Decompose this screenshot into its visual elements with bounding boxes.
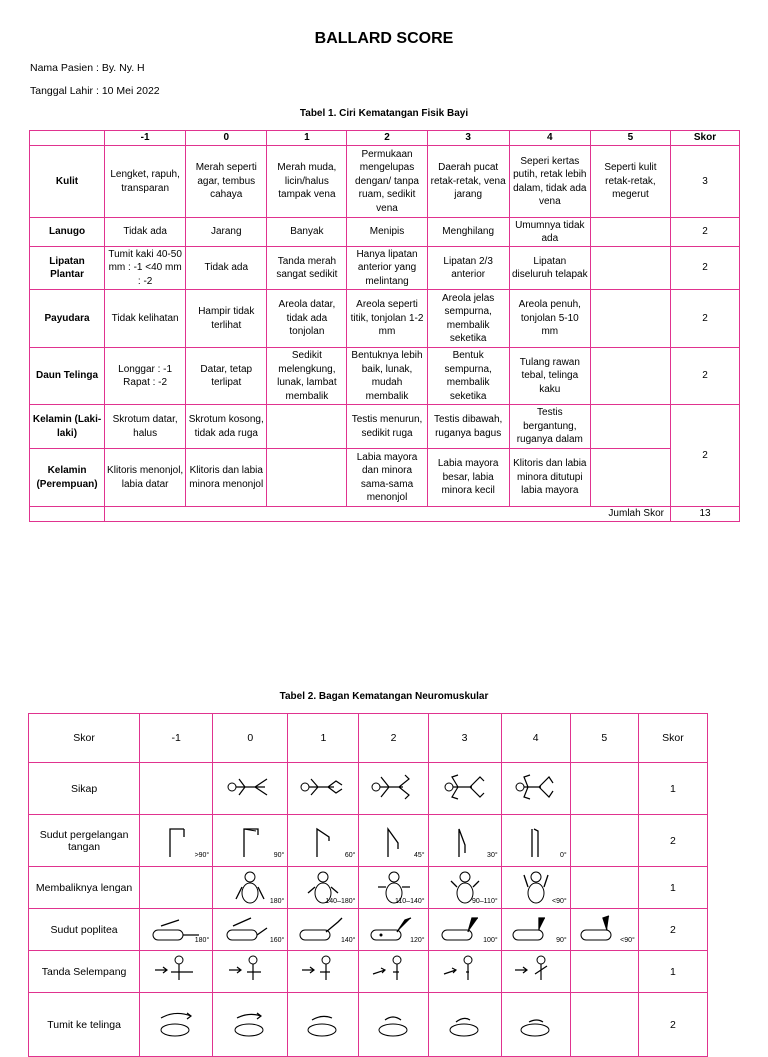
header-cell: 3 xyxy=(427,131,509,146)
score-cell: 2 xyxy=(671,218,740,247)
table-cell: Datar, tetap terlipat xyxy=(186,348,267,405)
popliteal-figure: <90° xyxy=(570,909,638,951)
table-cell: Klitoris menonjol, labia datar xyxy=(105,449,186,507)
table-cell: Umumnya tidak ada xyxy=(509,218,590,247)
arm-recoil-figure: 140–180° xyxy=(288,867,359,909)
popliteal-figure: 100° xyxy=(428,909,501,951)
table-cell: Testis menurun, sedikit ruga xyxy=(347,405,427,449)
table-cell: Skrotum kosong, tidak ada ruga xyxy=(186,405,267,449)
wrist-angle-figure: 30° xyxy=(428,815,501,867)
table-cell: Tanda merah sangat sedikit xyxy=(267,247,347,290)
posture-figure-1 xyxy=(288,763,359,815)
arm-recoil-figure: 180° xyxy=(213,867,288,909)
table-row xyxy=(30,405,740,449)
popliteal-figure: 140° xyxy=(288,909,359,951)
total-score: 13 xyxy=(671,507,740,522)
arm-recoil-figure: 110–140° xyxy=(359,867,428,909)
heel-to-ear-figure xyxy=(288,993,359,1057)
table-cell: Tidak kelihatan xyxy=(105,290,186,348)
heel-to-ear-figure xyxy=(501,993,570,1057)
header-cell: 4 xyxy=(509,131,590,146)
header-cell: 1 xyxy=(288,714,359,763)
table-cell: Areola datar, tidak ada tonjolan xyxy=(267,290,347,348)
table-cell: Areola seperti titik, tonjolan 1-2 mm xyxy=(347,290,427,348)
score-cell: 3 xyxy=(671,146,740,218)
wrist-angle-figure: 0° xyxy=(501,815,570,867)
score-cell: 2 xyxy=(638,993,707,1057)
score-cell: 2 xyxy=(671,405,740,507)
row-label: Kelamin (Laki-laki) xyxy=(30,405,105,449)
table-row xyxy=(30,146,740,218)
row-label: Payudara xyxy=(30,290,105,348)
table-row xyxy=(30,290,740,348)
row-label: Tanda Selempang xyxy=(29,951,140,993)
table-cell: Bentuk sempurna, membalik seketika xyxy=(427,348,509,405)
table-cell: Testis dibawah, ruganya bagus xyxy=(427,405,509,449)
table-cell: Daerah pucat retak-retak, vena jarang xyxy=(427,146,509,218)
table2-caption: Tabel 2. Bagan Kematangan Neuromuskular xyxy=(279,691,489,702)
header-cell: 0 xyxy=(186,131,267,146)
table-cell: Areola jelas sempurna, membalik seketika xyxy=(427,290,509,348)
table-row xyxy=(30,218,740,247)
patient-dob: Tanggal Lahir : 10 Mei 2022 xyxy=(30,85,160,97)
table-cell: Tumit kaki 40-50 mm : -1 <40 mm : -2 xyxy=(105,247,186,290)
table-cell xyxy=(590,247,670,290)
page-title: BALLARD SCORE xyxy=(314,30,454,47)
figure-cell xyxy=(570,993,638,1057)
table-cell xyxy=(590,218,670,247)
arm-recoil-figure: <90° xyxy=(501,867,570,909)
row-label: Tumit ke telinga xyxy=(29,993,140,1057)
table-cell xyxy=(590,290,670,348)
heel-to-ear-figure xyxy=(140,993,213,1057)
table-cell: Tidak ada xyxy=(186,247,267,290)
score-cell: 1 xyxy=(638,867,707,909)
scarf-sign-figure xyxy=(288,951,359,993)
header-cell: Skor xyxy=(671,131,740,146)
heel-to-ear-figure xyxy=(359,993,428,1057)
table-cell xyxy=(590,449,670,507)
row-label: Daun Telinga xyxy=(30,348,105,405)
row-label: Sikap xyxy=(29,763,140,815)
row-label: Kelamin (Perempuan) xyxy=(30,449,105,507)
table-cell: Tidak ada xyxy=(105,218,186,247)
table-cell: Sedikit melengkung, lunak, lambat membalik xyxy=(267,348,347,405)
posture-figure-3 xyxy=(428,763,501,815)
score-cell: 2 xyxy=(671,247,740,290)
header-cell: 5 xyxy=(590,131,670,146)
scarf-sign-figure xyxy=(359,951,428,993)
table-cell: Lipatan diseluruh telapak xyxy=(509,247,590,290)
table-cell xyxy=(590,348,670,405)
figure-cell xyxy=(570,951,638,993)
header-cell: 0 xyxy=(213,714,288,763)
table-row xyxy=(30,449,740,507)
neuromuscular-maturity-table xyxy=(28,713,708,1057)
posture-figure-2 xyxy=(359,763,428,815)
header-cell: 2 xyxy=(359,714,428,763)
wrist-angle-figure: 90° xyxy=(213,815,288,867)
table-row xyxy=(30,247,740,290)
total-label: Jumlah Skor xyxy=(105,507,671,522)
table-cell: Areola penuh, tonjolan 5-10 mm xyxy=(509,290,590,348)
row-label: Sudut pergelangan tangan xyxy=(29,815,140,867)
scarf-sign-figure xyxy=(140,951,213,993)
figure-cell xyxy=(570,815,638,867)
total-row xyxy=(30,507,740,522)
wrist-angle-figure: 60° xyxy=(288,815,359,867)
header-cell xyxy=(30,131,105,146)
table-cell: Longgar : -1 Rapat : -2 xyxy=(105,348,186,405)
table1-header-row xyxy=(30,131,740,146)
table1-caption: Tabel 1. Ciri Kematangan Fisik Bayi xyxy=(299,108,469,119)
score-cell: 1 xyxy=(638,763,707,815)
header-cell: Skor xyxy=(638,714,707,763)
header-cell: 1 xyxy=(267,131,347,146)
popliteal-figure: 90° xyxy=(501,909,570,951)
row-label: Sudut poplitea xyxy=(29,909,140,951)
popliteal-figure: 160° xyxy=(213,909,288,951)
wrist-angle-figure: 45° xyxy=(359,815,428,867)
row-label: Lipatan Plantar xyxy=(30,247,105,290)
table-cell: Seperti kulit retak-retak, megerut xyxy=(590,146,670,218)
table-row xyxy=(29,951,708,993)
table-cell: Bentuknya lebih baik, lunak, mudah membalik xyxy=(347,348,427,405)
table-cell: Klitoris dan labia minora ditutupi labia mayora xyxy=(509,449,590,507)
table-cell xyxy=(590,405,670,449)
header-cell: Skor xyxy=(29,714,140,763)
table-cell: Jarang xyxy=(186,218,267,247)
score-cell: 1 xyxy=(638,951,707,993)
row-label: Membaliknya lengan xyxy=(29,867,140,909)
row-label: Kulit xyxy=(30,146,105,218)
table-row xyxy=(30,348,740,405)
popliteal-figure: 180° xyxy=(140,909,213,951)
table-cell: Lengket, rapuh, transparan xyxy=(105,146,186,218)
figure-cell xyxy=(140,867,213,909)
score-cell: 2 xyxy=(671,348,740,405)
header-cell: 3 xyxy=(428,714,501,763)
table-cell: Menghilang xyxy=(427,218,509,247)
heel-to-ear-figure xyxy=(213,993,288,1057)
row-label: Lanugo xyxy=(30,218,105,247)
scarf-sign-figure xyxy=(428,951,501,993)
header-cell: -1 xyxy=(140,714,213,763)
posture-figure-4 xyxy=(501,763,570,815)
table-cell xyxy=(267,405,347,449)
figure-cell xyxy=(570,867,638,909)
table-row xyxy=(29,815,708,867)
table-cell: Permukaan mengelupas dengan/ tanpa ruam, sedikit vena xyxy=(347,146,427,218)
table-cell: Skrotum datar, halus xyxy=(105,405,186,449)
table-cell xyxy=(267,449,347,507)
header-cell: 4 xyxy=(501,714,570,763)
table-cell: Tulang rawan tebal, telinga kaku xyxy=(509,348,590,405)
posture-figure-0 xyxy=(213,763,288,815)
figure-cell xyxy=(140,763,213,815)
score-cell: 2 xyxy=(671,290,740,348)
header-cell: -1 xyxy=(105,131,186,146)
table-row xyxy=(29,867,708,909)
header-cell: 5 xyxy=(570,714,638,763)
table-cell: Lipatan 2/3 anterior xyxy=(427,247,509,290)
table-row xyxy=(29,993,708,1057)
table-cell: Merah muda, licin/halus tampak vena xyxy=(267,146,347,218)
table-cell: Labia mayora besar, labia minora kecil xyxy=(427,449,509,507)
figure-cell xyxy=(570,763,638,815)
table-cell: Klitoris dan labia minora menonjol xyxy=(186,449,267,507)
table2-header-row xyxy=(29,714,708,763)
table-cell: Merah seperti agar, tembus cahaya xyxy=(186,146,267,218)
table-cell: Hampir tidak terlihat xyxy=(186,290,267,348)
table-row xyxy=(29,763,708,815)
header-cell: 2 xyxy=(347,131,427,146)
table-cell: Hanya lipatan anterior yang melintang xyxy=(347,247,427,290)
physical-maturity-table xyxy=(29,130,740,522)
wrist-angle-figure: >90° xyxy=(140,815,213,867)
patient-name: Nama Pasien : By. Ny. H xyxy=(30,62,145,74)
score-cell: 2 xyxy=(638,909,707,951)
table-cell: Menipis xyxy=(347,218,427,247)
scarf-sign-figure xyxy=(213,951,288,993)
table-cell: Testis bergantung, ruganya dalam xyxy=(509,405,590,449)
scarf-sign-figure xyxy=(501,951,570,993)
table-row xyxy=(29,909,708,951)
heel-to-ear-figure xyxy=(428,993,501,1057)
table-cell xyxy=(30,507,105,522)
table-cell: Banyak xyxy=(267,218,347,247)
popliteal-figure: 120° xyxy=(359,909,428,951)
arm-recoil-figure: 90–110° xyxy=(428,867,501,909)
score-cell: 2 xyxy=(638,815,707,867)
table-cell: Seperi kertas putih, retak lebih dalam, tidak ada vena xyxy=(509,146,590,218)
table-cell: Labia mayora dan minora sama-sama menonjol xyxy=(347,449,427,507)
